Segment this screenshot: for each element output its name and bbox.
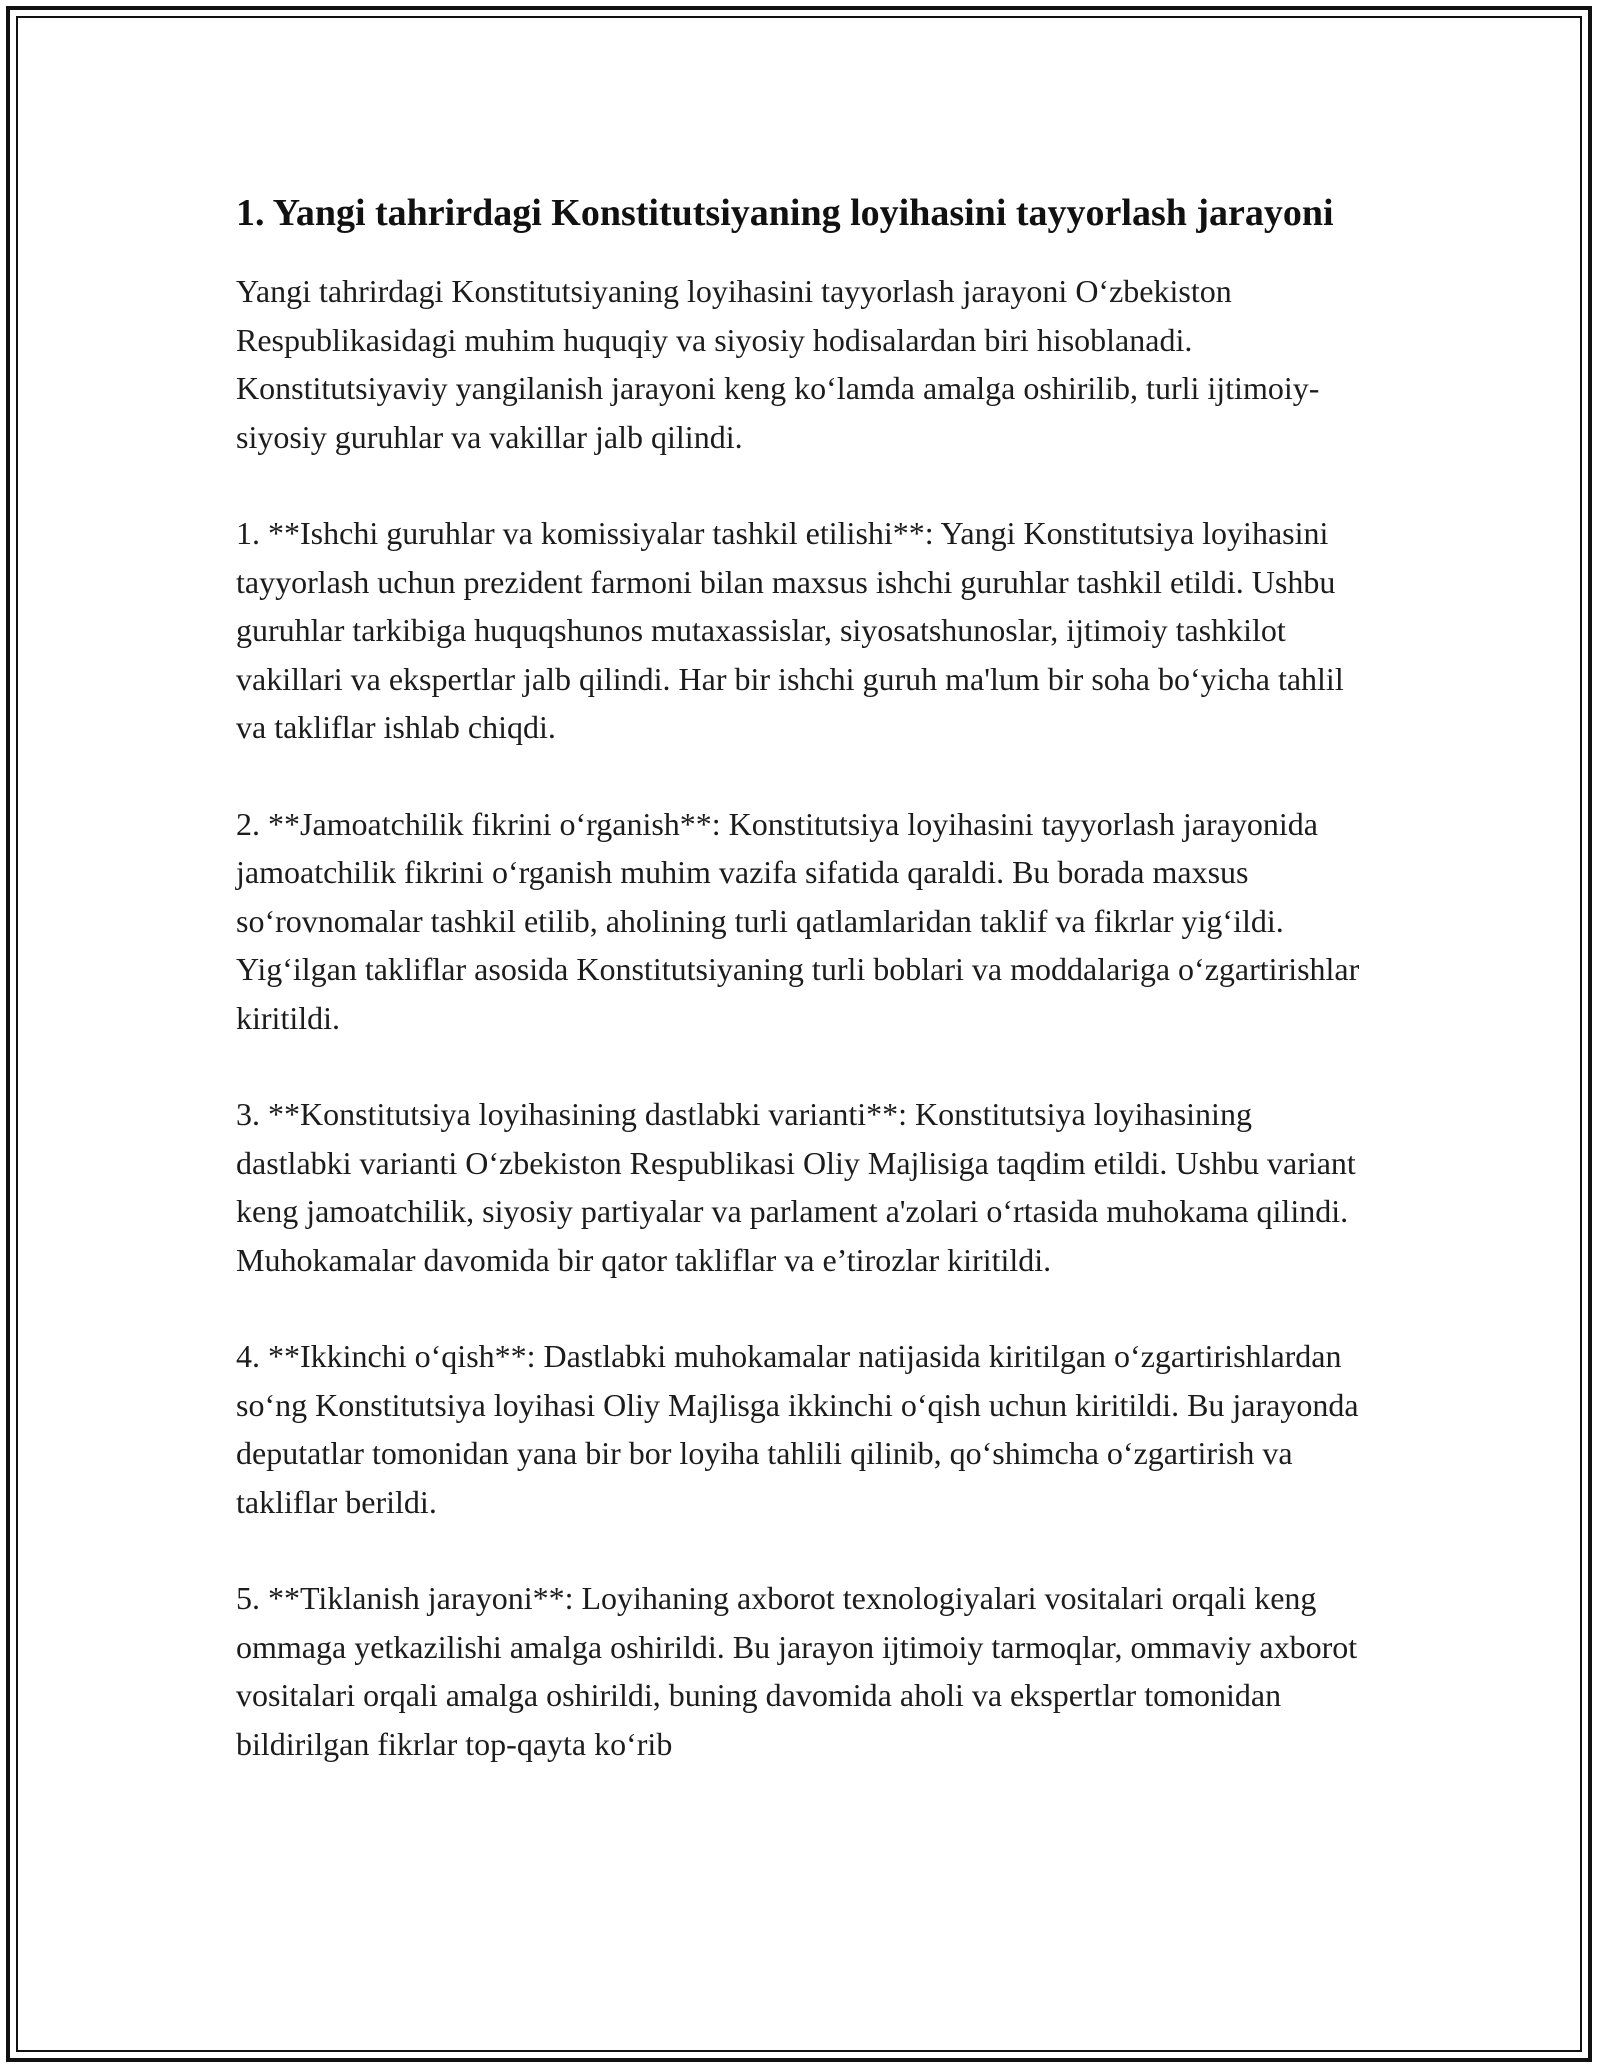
intro-paragraph: Yangi tahrirdagi Konstitutsiyaning loyihasini tayyorlash jarayoni O‘zbekiston Respublikasidagi muhim huquqiy va siyosiy hodisalardan biri hisoblanadi. Konstitutsiyaviy yangilanish jarayoni keng ko‘lamda amalga oshirilib, turli ijtimoiy-siyosiy guruhlar va vakillar jalb qilindi.: [236, 273, 1320, 455]
list-item-working-groups: 1. **Ishchi guruhlar va komissiyalar tashkil etilishi**: Yangi Konstitutsiya loyihasini tayyorlash uchun prezident farmoni bilan maxsus ishchi guruhlar tashkil etildi. Ushbu guruhlar tarkibiga huquqshunos mutaxassislar, siyosatshunoslar, ijtimoiy tashkilot vakillari va ekspertlar jalb qilindi. Har bir ishchi guruh ma'lum bir soha bo‘yicha tahlil va takliflar ishlab chiqdi.: [236, 515, 1344, 745]
list-item-dissemination: 5. **Tiklanish jarayoni**: Loyihaning axborot texnologiyalari vositalari orqali keng ommaga yetkazilishi amalga oshirildi. Bu jarayon ijtimoiy tarmoqlar, ommaviy axborot vositalari orqali amalga oshirildi, buning davomida aholi va ekspertlar tomonidan bildirilgan fikrlar top-qayta ko‘rib: [236, 1580, 1358, 1762]
list-item-second-reading: 4. **Ikkinchi o‘qish**: Dastlabki muhokamalar natijasida kiritilgan o‘zgartirishlardan so‘ng Konstitutsiya loyihasi Oliy Majlisga ikkinchi o‘qish uchun kiritildi. Bu jarayonda deputatlar tomonidan yana bir bor loyiha tahlili qilinib, qo‘shimcha o‘zgartirish va takliflar berildi.: [236, 1338, 1359, 1520]
document-body: [236, 186, 1366, 1816]
list-item-draft-version: 3. **Konstitutsiya loyihasining dastlabki varianti**: Konstitutsiya loyihasining dastlabki varianti O‘zbekiston Respublikasi Oliy Majlisiga taqdim etildi. Ushbu variant keng jamoatchilik, siyosiy partiyalar va parlament a'zolari o‘rtasida muhokama qilindi. Muhokamalar davomida bir qator takliflar va e’tirozlar kiritildi.: [236, 1096, 1356, 1278]
list-item-public-opinion: 2. **Jamoatchilik fikrini o‘rganish**: Konstitutsiya loyihasini tayyorlash jarayonida jamoatchilik fikrini o‘rganish muhim vazifa sifatida qaraldi. Bu borada maxsus so‘rovnomalar tashkil etilib, aholining turli qatlamlaridan taklif va fikrlar yig‘ildi. Yig‘ilgan takliflar asosida Konstitutsiyaning turli boblari va moddalariga o‘zgartirishlar kiritildi.: [236, 805, 1360, 1036]
section-heading: 1. Yangi tahrirdagi Konstitutsiyaning loyihasini tayyorlash jarayoni: [236, 192, 1334, 234]
